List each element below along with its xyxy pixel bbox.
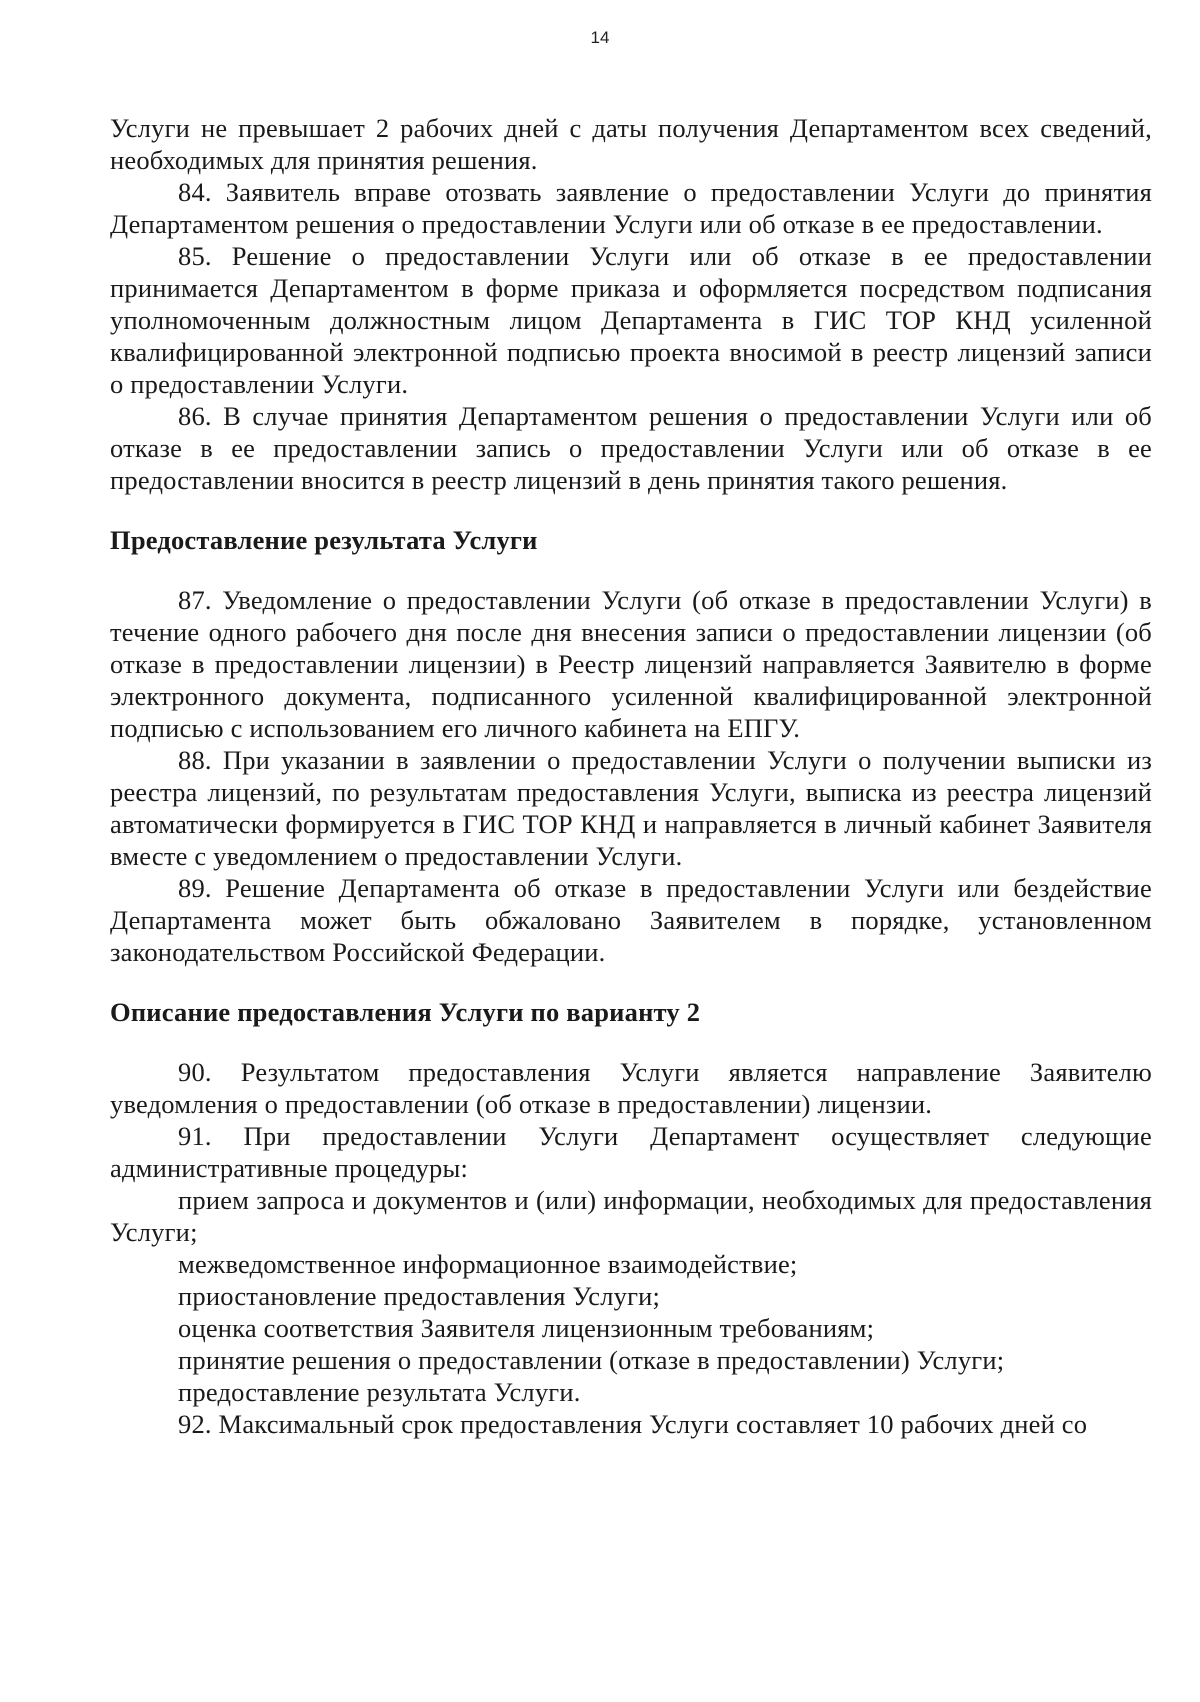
spacer (110, 556, 1152, 584)
paragraph-continuation: Услуги не превышает 2 рабочих дней с даты получения Департаментом всех сведений, необходимых для принятия решения. (110, 113, 1152, 175)
spacer (110, 1028, 1152, 1056)
paragraph-88: 88. При указании в заявлении о предоставлении Услуги о получении выписки из реестра лицензий, по результатам предоставления Услуги, выписка из реестра лицензий автоматически формируется в ГИС ТОР КНД и направляется в личный кабинет Заявителя вместе с уведомлением о предоставлении Услуги. (110, 745, 1152, 871)
paragraph-86: 86. В случае принятия Департаментом решения о предоставлении Услуги или об отказе в ее предоставлении запись о предоставлении Услуги или об отказе в ее предоставлении вносится в реестр лицензий в день принятия такого решения. (110, 401, 1152, 495)
section-heading-result: Предоставление результата Услуги (110, 525, 538, 555)
procedure-list-item: оценка соответствия Заявителя лицензионным требованиям; (178, 1313, 875, 1343)
document-body (110, 112, 1152, 1440)
paragraph-90: 90. Результатом предоставления Услуги является направление Заявителю уведомления о предоставлении (об отказе в предоставлении) лицензии. (110, 1057, 1152, 1119)
paragraph-89: 89. Решение Департамента об отказе в предоставлении Услуги или бездействие Департамента может быть обжаловано Заявителем в порядке, установленном законодательством Российской Федерации. (110, 873, 1152, 967)
procedure-list-item: межведомственное информационное взаимодействие; (178, 1249, 798, 1279)
paragraph-87: 87. Уведомление о предоставлении Услуги (об отказе в предоставлении Услуги) в течение одного рабочего дня после дня внесения записи о предоставлении лицензии (об отказе в предоставлении лицензии) в Реестр лицензий направляется Заявителю в форме электронного документа, подписанного усиленной квалифицированной электронной подписью с использованием его личного кабинета на ЕПГУ. (110, 585, 1152, 743)
spacer (110, 496, 1152, 524)
paragraph-85: 85. Решение о предоставлении Услуги или об отказе в ее предоставлении принимается Департаментом в форме приказа и оформляется посредством подписания уполномоченным должностным лицом Департамента в ГИС ТОР КНД усиленной квалифицированной электронной подписью проекта вносимой в реестр лицензий записи о предоставлении Услуги. (110, 241, 1152, 399)
spacer (110, 968, 1152, 996)
page-number: 14 (590, 28, 610, 47)
section-heading-variant-2: Описание предоставления Услуги по варианту 2 (110, 997, 701, 1027)
procedure-list-item: принятие решения о предоставлении (отказе в предоставлении) Услуги; (178, 1345, 1005, 1375)
paragraph-91: 91. При предоставлении Услуги Департамент осуществляет следующие административные процедуры: (110, 1121, 1152, 1183)
procedure-list-item: прием запроса и документов и (или) информации, необходимых для предоставления Услуги; (110, 1185, 1152, 1247)
paragraph-84: 84. Заявитель вправе отозвать заявление о предоставлении Услуги до принятия Департаментом решения о предоставлении Услуги или об отказе в ее предоставлении. (110, 177, 1152, 239)
paragraph-92: 92. Максимальный срок предоставления Услуги составляет 10 рабочих дней со (178, 1409, 1088, 1439)
procedure-list-item: предоставление результата Услуги. (178, 1377, 581, 1407)
procedure-list-item: приостановление предоставления Услуги; (178, 1281, 661, 1311)
